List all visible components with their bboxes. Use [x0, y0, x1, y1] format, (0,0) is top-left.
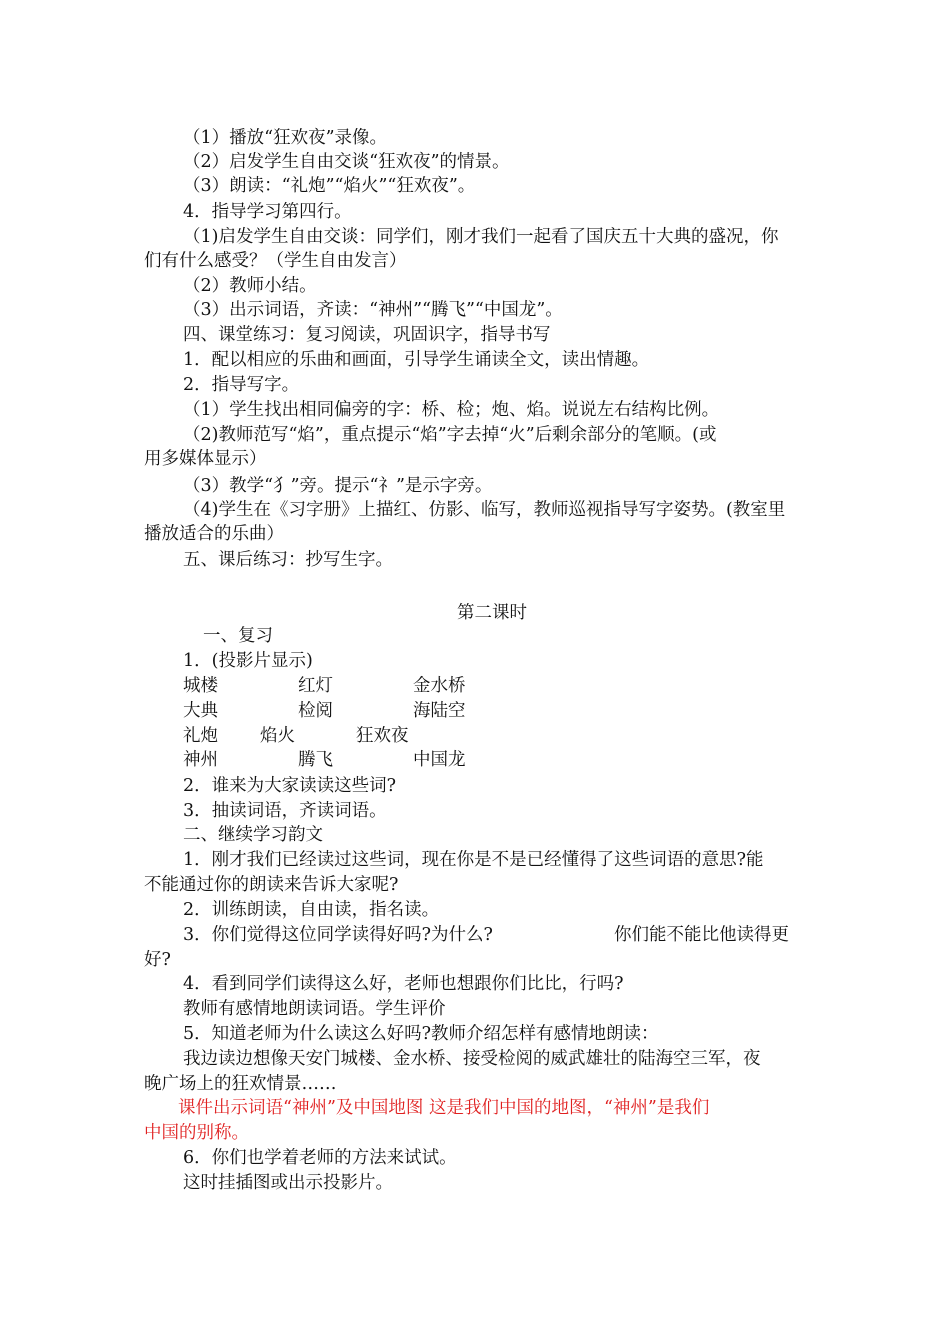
text-line: 1．配以相应的乐曲和画面，引导学生诵读全文，读出情趣。	[183, 350, 650, 370]
text-line: （2）教师小结。	[183, 276, 317, 296]
text-line: 2．训练朗读，自由读，指名读。	[183, 900, 440, 920]
text-line: 3．你们觉得这位同学读得好吗?为什么?	[183, 925, 493, 945]
highlight-line: 课件出示词语“神州”及中国地图 这是我们中国的地图，“神州”是我们	[178, 1098, 710, 1118]
text-line: 播放适合的乐曲）	[144, 524, 284, 544]
text-line: 用多媒体显示）	[144, 449, 267, 469]
word-cell: 检阅	[298, 701, 333, 721]
text-line: （1)启发学生自由交谈：同学们，刚才我们一起看了国庆五十大典的盛况，你	[183, 227, 779, 247]
word-cell: 大典	[183, 701, 218, 721]
text-line: （3）出示词语，齐读：“神州”“腾飞”“中国龙”。	[183, 300, 563, 320]
text-line: 好?	[144, 950, 171, 970]
page-title: 第二课时	[457, 603, 527, 623]
text-line: 你们能不能比他读得更	[614, 925, 789, 945]
section-heading: 四、课堂练习：复习阅读，巩固识字，指导书写	[183, 325, 551, 345]
word-cell: 礼炮	[183, 726, 218, 746]
text-line: 不能通过你的朗读来告诉大家呢?	[144, 875, 399, 895]
text-line: 我边读边想像天安门城楼、金水桥、接受检阅的威武雄壮的陆海空三军，夜	[183, 1049, 761, 1069]
section-heading: 二、继续学习韵文	[183, 825, 323, 845]
section-heading: 一、复习	[203, 626, 273, 646]
text-line: 2．指导写字。	[183, 375, 300, 395]
text-line: （4)学生在《习字册》上描红、仿影、临写，教师巡视指导写字姿势。(教室里	[183, 500, 786, 520]
word-cell: 金水桥	[413, 676, 466, 696]
highlight-line: 中国的别称。	[144, 1123, 249, 1143]
text-line: 4．看到同学们读得这么好，老师也想跟你们比比，行吗?	[183, 974, 624, 994]
section-heading: 五、课后练习：抄写生字。	[183, 550, 393, 570]
text-line: 教师有感情地朗读词语。学生评价	[183, 999, 446, 1019]
text-line: 4．指导学习第四行。	[183, 202, 352, 222]
text-line: 5．知道老师为什么读这么好吗?教师介绍怎样有感情地朗读：	[183, 1024, 659, 1044]
word-cell: 中国龙	[413, 750, 466, 770]
word-cell: 海陆空	[413, 701, 466, 721]
text-line: （2)教师范写“焰”，重点提示“焰”字去掉“火”后剩余部分的笔顺。(或	[183, 425, 717, 445]
text-line: （1）播放“狂欢夜”录像。	[183, 128, 388, 148]
text-line: （3）朗读：“礼炮”“焰火”“狂欢夜”。	[183, 176, 476, 196]
text-line: （3）教学“犭”旁。提示“礻”是示字旁。	[183, 476, 493, 496]
word-cell: 城楼	[183, 676, 218, 696]
text-line: 2．谁来为大家读读这些词?	[183, 776, 397, 796]
word-cell: 腾飞	[298, 750, 333, 770]
word-cell: 焰火	[260, 726, 295, 746]
text-line: （2）启发学生自由交谈“狂欢夜”的情景。	[183, 152, 510, 172]
word-cell: 红灯	[298, 676, 333, 696]
text-line: 1．刚才我们已经读过这些词，现在你是不是已经懂得了这些词语的意思?能	[183, 850, 764, 870]
text-line: 3．抽读词语，齐读词语。	[183, 801, 387, 821]
word-cell: 神州	[183, 750, 218, 770]
text-line: 这时挂插图或出示投影片。	[183, 1173, 393, 1193]
text-line: 晚广场上的狂欢情景……	[144, 1074, 337, 1094]
word-cell: 狂欢夜	[356, 726, 409, 746]
text-line: 6．你们也学着老师的方法来试试。	[183, 1148, 457, 1168]
text-line: 1．(投影片显示)	[183, 651, 313, 671]
text-line: （1）学生找出相同偏旁的字：桥、检；炮、焰。说说左右结构比例。	[183, 400, 720, 420]
text-line: 们有什么感受？（学生自由发言）	[144, 251, 407, 271]
